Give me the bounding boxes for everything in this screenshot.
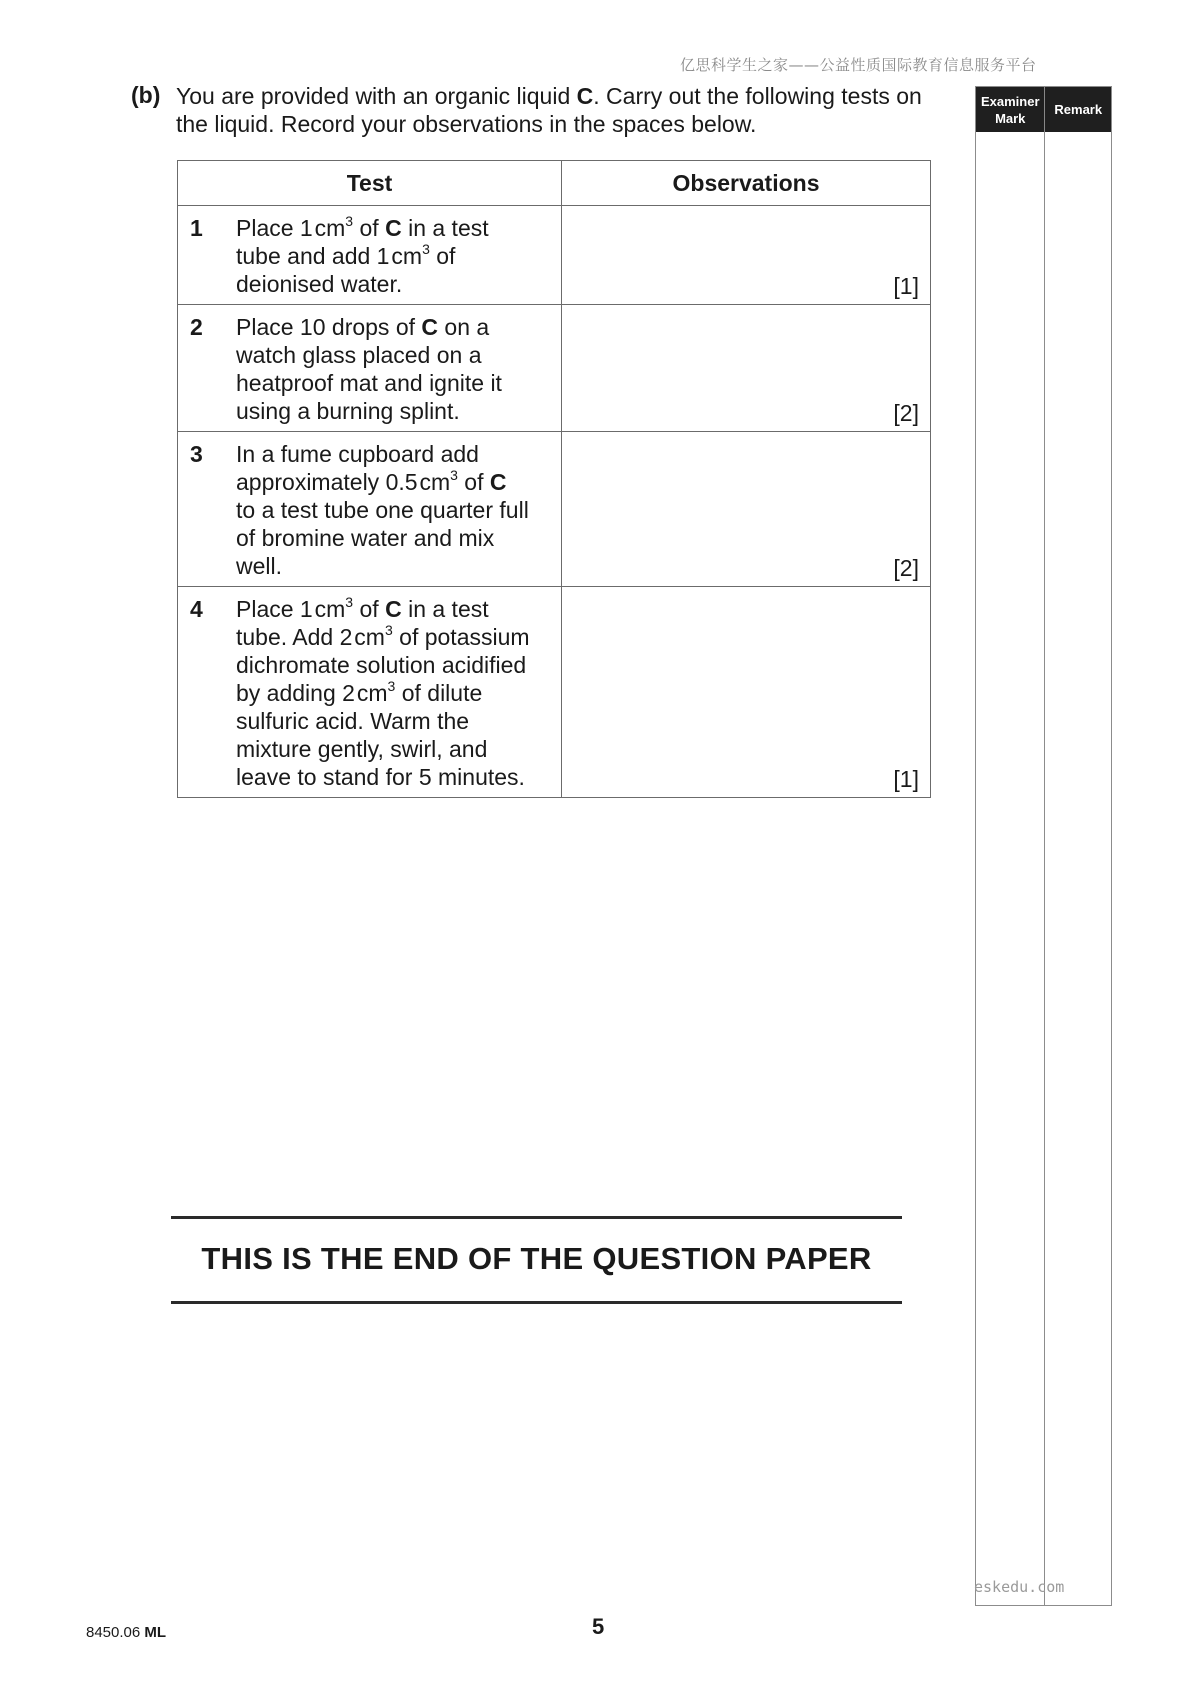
- watermark-footer: eskedu.com: [974, 1578, 1065, 1596]
- tests-table: [177, 160, 931, 798]
- table-row: [178, 206, 931, 305]
- question-text: You are provided with an organic liquid C. Carry out the following tests on the liquid. Record your observations in the spaces below.: [176, 83, 922, 137]
- observations-column-header: Observations: [562, 161, 931, 206]
- test-cell: [178, 206, 562, 305]
- page-number: 5: [592, 1614, 605, 1639]
- test-number: 3: [190, 441, 203, 467]
- marks-label: [1]: [893, 273, 919, 299]
- marks-label: [2]: [893, 400, 919, 426]
- table-row: [178, 587, 931, 798]
- table-row: [178, 305, 931, 432]
- remark-header: Remark: [1054, 102, 1103, 117]
- observation-cell[interactable]: [562, 432, 931, 587]
- marks-label: [1]: [893, 766, 919, 792]
- test-instruction: In a fume cupboard add approximately 0.5 $cm^3$ of C to a test tube one quarter full of bromine water and mix well.: [236, 441, 529, 579]
- examiner-panel-header: [976, 87, 1111, 132]
- end-of-paper-heading: THIS IS THE END OF THE QUESTION PAPER: [201, 1241, 872, 1276]
- test-instruction: Place 1 $cm^3$ of C in a test tube. Add 2 $cm^3$ of potassium dichromate solution acidified by adding 2 $cm^3$ of dilute sulfuric acid. Warm the mixture gently, swirl, and leave to stand for 5 minutes.: [236, 594, 530, 790]
- test-cell: [178, 432, 562, 587]
- marks-label: [2]: [893, 555, 919, 581]
- examiner-panel-divider: [1044, 132, 1045, 1605]
- observation-cell[interactable]: [562, 305, 931, 432]
- test-instruction: Place 10 drops of C on a watch glass placed on a heatproof mat and ignite it using a burning splint.: [236, 314, 502, 424]
- test-instruction: Place 1 $cm^3$ of C in a test tube and add 1 $cm^3$ of deionised water.: [236, 213, 489, 297]
- question-label: (b): [131, 82, 161, 108]
- table-header-row: [178, 161, 931, 206]
- test-column-header: Test: [178, 161, 562, 206]
- observation-cell[interactable]: [562, 587, 931, 798]
- paper-code: 8450.06 ML: [86, 1624, 167, 1641]
- test-number: 1: [190, 215, 203, 241]
- observation-cell[interactable]: [562, 206, 931, 305]
- test-cell: [178, 587, 562, 798]
- examiner-panel: [975, 86, 1112, 1606]
- test-cell: [178, 305, 562, 432]
- examiner-mark-header: Examiner Mark: [976, 87, 1045, 132]
- watermark-header: 亿思科学生之家——公益性质国际教育信息服务平台: [680, 56, 1037, 74]
- table-row: [178, 432, 931, 587]
- test-number: 4: [190, 596, 203, 622]
- end-rule-bottom: [171, 1301, 902, 1304]
- test-number: 2: [190, 314, 203, 340]
- end-rule-top: [171, 1216, 902, 1219]
